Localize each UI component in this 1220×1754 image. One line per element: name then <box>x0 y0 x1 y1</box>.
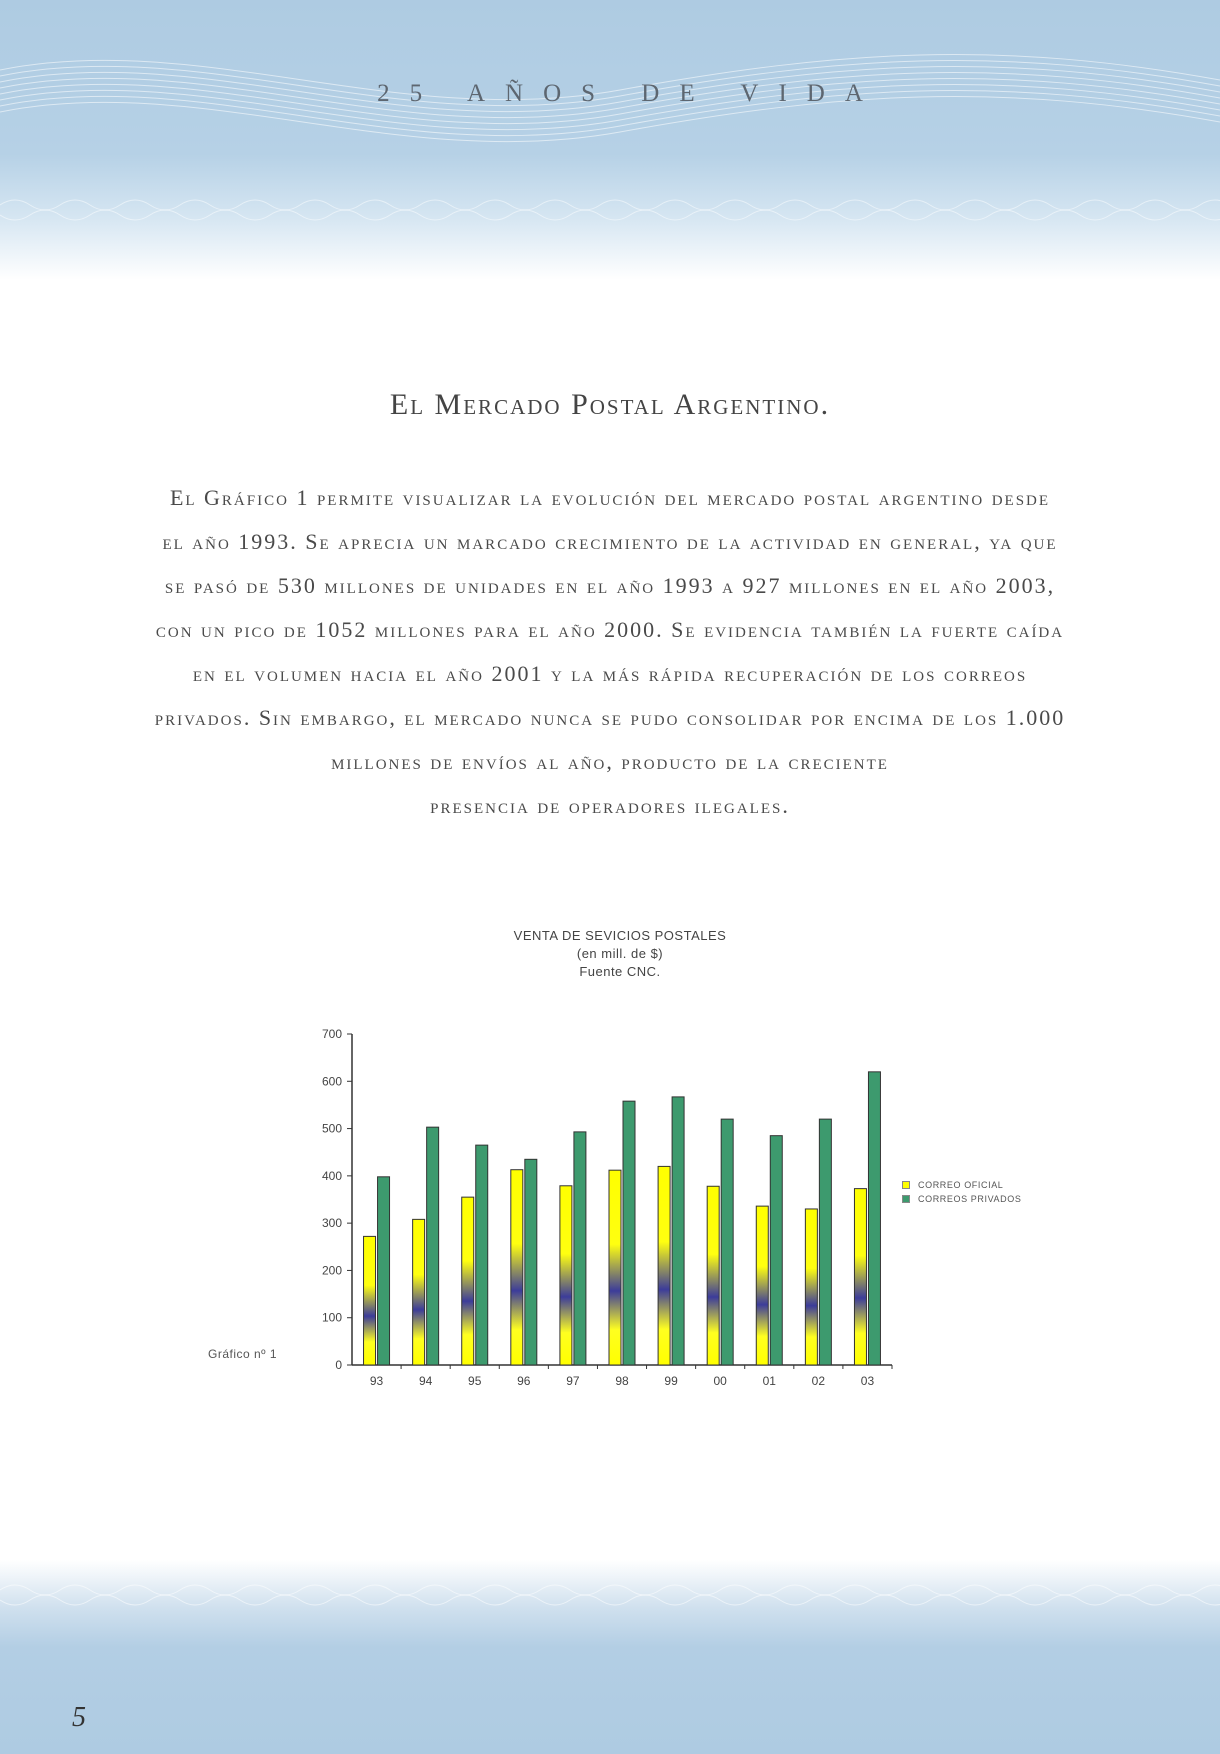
bar-correo-oficial <box>462 1197 474 1365</box>
legend-swatch-privados <box>902 1195 910 1203</box>
x-tick-label: 02 <box>811 1374 826 1388</box>
x-tick-label: 94 <box>418 1374 433 1388</box>
bar-correos-privados <box>770 1136 782 1365</box>
bar-correos-privados <box>574 1132 586 1365</box>
running-head: 25 AÑOS DE VIDA <box>377 80 883 107</box>
bar-correo-oficial <box>413 1219 425 1365</box>
chart-marks <box>322 1027 892 1388</box>
x-tick-label: 03 <box>860 1374 875 1388</box>
page-number: 5 <box>72 1702 86 1733</box>
y-tick-label: 100 <box>321 1310 342 1325</box>
bar-correo-oficial <box>658 1166 670 1365</box>
bar-correos-privados <box>427 1127 439 1365</box>
bar-correos-privados <box>721 1119 733 1365</box>
x-tick-label: 98 <box>615 1374 629 1388</box>
bar-correos-privados <box>819 1119 831 1365</box>
bar-correo-oficial <box>560 1186 572 1365</box>
x-tick-label: 99 <box>664 1374 678 1388</box>
body-line: privados. Sin embargo, el mercado nunca se pudo consolidar por encima de los 1.000 <box>154 705 1066 730</box>
figure-caption: Gráfico nº 1 <box>208 1347 278 1361</box>
legend-label: CORREOS PRIVADOS <box>918 1194 1022 1204</box>
bar-correos-privados <box>672 1097 684 1365</box>
x-tick-label: 95 <box>468 1374 482 1388</box>
y-tick-label: 0 <box>335 1358 342 1372</box>
bar-correos-privados <box>378 1177 390 1365</box>
body-line: en el volumen hacia el año 2001 y la más rápida recuperación de los correos <box>192 661 1028 686</box>
body-line: millones de envíos al año, producto de la creciente <box>331 749 889 774</box>
page-title: El Mercado Postal Argentino. <box>389 388 831 421</box>
bar-correo-oficial <box>756 1206 768 1365</box>
y-tick-label: 700 <box>321 1027 342 1041</box>
body-line: con un pico de 1052 millones para el año 2000. Se evidencia también la fuerte caída <box>155 617 1065 642</box>
bar-correo-oficial <box>511 1170 523 1365</box>
y-tick-label: 200 <box>321 1263 342 1278</box>
y-tick-label: 600 <box>321 1074 342 1089</box>
bar-correos-privados <box>623 1101 635 1365</box>
x-tick-label: 00 <box>713 1374 727 1388</box>
chart-subtitle: (en mill. de $) <box>576 946 664 961</box>
body-line: presencia de operadores ilegales. <box>430 793 790 818</box>
y-tick-label: 300 <box>321 1216 342 1231</box>
bar-correo-oficial <box>854 1189 866 1365</box>
chart-title: VENTA DE SEVICIOS POSTALES <box>513 928 727 943</box>
y-tick-label: 400 <box>321 1168 342 1183</box>
x-tick-label: 97 <box>566 1374 580 1388</box>
x-tick-label: 93 <box>369 1374 384 1388</box>
chart-source: Fuente CNC. <box>579 964 661 979</box>
x-tick-label: 96 <box>517 1374 531 1388</box>
bar-correos-privados <box>525 1159 537 1365</box>
legend-item-oficial <box>902 1178 1021 1192</box>
legend-label: CORREO OFICIAL <box>918 1180 1004 1190</box>
bar-correo-oficial <box>805 1209 817 1365</box>
y-tick-label: 500 <box>321 1121 342 1136</box>
bar-correo-oficial <box>364 1236 376 1365</box>
bar-correos-privados <box>476 1145 488 1365</box>
body-line: El Gráfico 1 permite visualizar la evolución del mercado postal argentino desde <box>169 485 1051 510</box>
bar-correo-oficial <box>609 1170 621 1365</box>
x-tick-label: 01 <box>762 1374 776 1388</box>
bar-correo-oficial <box>707 1186 719 1365</box>
legend-swatch-oficial <box>902 1181 910 1189</box>
legend-item-privados <box>902 1192 1021 1206</box>
chart-legend <box>902 1178 1021 1206</box>
bar-correos-privados <box>868 1072 880 1365</box>
body-line: el año 1993. Se aprecia un marcado crecimiento de la actividad en general, ya que <box>162 529 1058 554</box>
body-line: se pasó de 530 millones de unidades en el año 1993 a 927 millones en el año 2003, <box>164 573 1056 598</box>
